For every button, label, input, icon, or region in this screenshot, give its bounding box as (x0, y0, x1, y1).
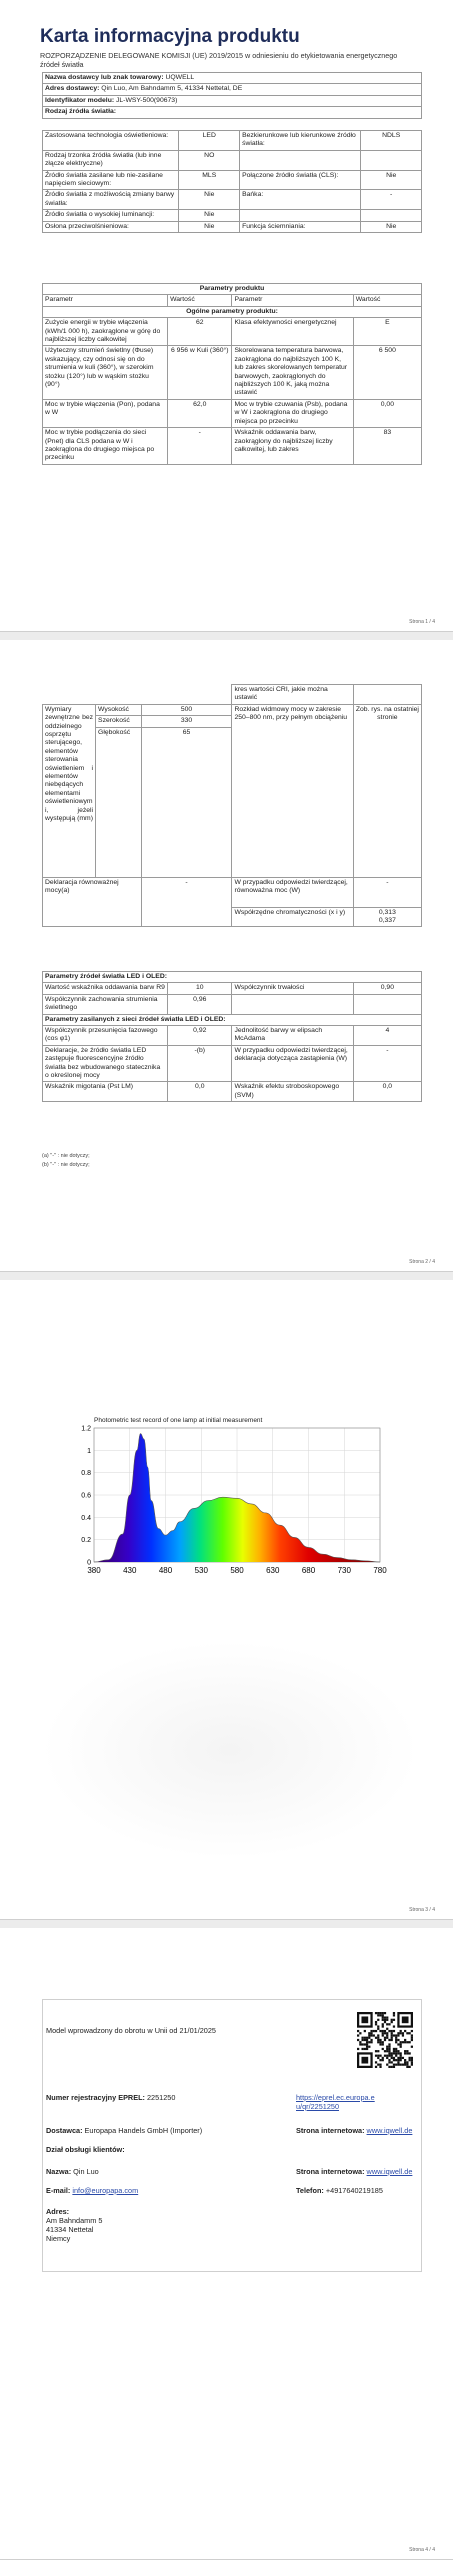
cri-continuation: kres wartości CRI, jakie można ustawić (232, 685, 353, 705)
params-table-cont (42, 684, 422, 927)
web-link[interactable]: www.iqwell.de (366, 2126, 413, 2135)
email-label: E-mail: (46, 2186, 71, 2195)
param-value: Nie (179, 210, 240, 221)
param-value: -(b) (168, 1045, 232, 1082)
table-row (43, 318, 422, 346)
email-link[interactable]: info@europapa.com (72, 2186, 139, 2195)
blurred-region (40, 1640, 420, 1860)
equiv-right-label: W przypadku odpowiedzi twierdzącej, równoważna moc (W) (232, 877, 353, 907)
param-name: Wskaźnik migotania (Pst LM) (43, 1082, 168, 1102)
param-name (240, 210, 361, 221)
y-tick-label: 0.8 (81, 1470, 91, 1478)
page-number: Strona 1 / 4 (409, 619, 435, 625)
x-tick-label: 780 (373, 1566, 387, 1575)
dim-value: 65 (141, 727, 232, 877)
param-name: Skorelowana temperatura barwowa, zaokrąglona do najbliższych 100 K, lub zakres skorelowanych temperatur barwowych, zaokrąglonych do najbliższych 100 K, jaką można ustawić (232, 346, 353, 399)
addr-label: Adres: (46, 2207, 70, 2216)
page-number: Strona 3 / 4 (409, 1907, 435, 1913)
param-value: Nie (361, 170, 422, 190)
eprel-value: 2251250 (147, 2093, 176, 2102)
param-value: LED (179, 131, 240, 151)
param-value: 10 (168, 983, 232, 994)
qr-code-icon (357, 2012, 413, 2068)
param-name: Połączone źródło światła (CLS): (240, 170, 361, 190)
param-value: 0,90 (353, 983, 421, 994)
params-header: Parametry produktu (43, 284, 422, 295)
model-row: Identyfikator modelu: JL-WSY-500(90673) (43, 95, 422, 106)
param-name: Zastosowana technologia oświetleniowa: (43, 131, 179, 151)
table-row (43, 1026, 422, 1046)
equiv-label: Deklaracja równoważnej mocy(a) (43, 877, 142, 927)
param-value: 0,96 (168, 994, 232, 1014)
param-name: W przypadku odpowiedzi twierdzącej, deklaracja dotycząca zastąpienia (W) (232, 1045, 353, 1082)
table-row (43, 346, 422, 399)
dim-value: 500 (141, 704, 232, 715)
col-header: Wartość (353, 295, 421, 306)
param-value (353, 994, 421, 1014)
param-value: 62 (168, 318, 232, 346)
supplier-table (42, 72, 422, 119)
led-table (42, 971, 422, 1102)
equiv-right-value: - (353, 877, 421, 907)
y-axis (81, 1426, 91, 1567)
y-tick-label: 0.4 (81, 1514, 91, 1522)
spectrum-chart-svg (60, 1412, 395, 1582)
page-title: Karta informacyjna produktu (40, 26, 300, 47)
param-value (361, 150, 422, 170)
phone-value: +4917640219185 (325, 2186, 383, 2195)
param-name: Moc w trybie włączenia (Pon), podana w W (43, 399, 168, 427)
param-name: Wartość wskaźnika oddawania barw R9 (43, 983, 168, 994)
param-name (240, 150, 361, 170)
footnote-a: (a) "-" : nie dotyczy; (42, 1153, 90, 1159)
phone-label: Telefon: (296, 2186, 324, 2195)
market-date: Model wprowadzony do obrotu w Unii od 21/01/2025 (46, 2026, 216, 2035)
general-header: Ogólne parametry produktu: (43, 306, 422, 317)
dims-label: Wymiary zewnętrzne bez oddzielnego osprzętu sterującego, elementów sterowania oświetleniem i elementów niebędących elementami oświetleniowymi, jeżeli występują (mm) (43, 704, 96, 877)
dim-name: Głębokość (96, 727, 141, 877)
param-name: Zużycie energii w trybie włączenia (kWh/1 000 h), zaokrąglone w górę do najbliższej liczby całkowitej (43, 318, 168, 346)
type-table (42, 130, 422, 233)
param-value: Nie (179, 190, 240, 210)
y-tick-label: 0.6 (81, 1492, 91, 1500)
supplier-label: Dostawca: (46, 2126, 83, 2135)
spectrum-label: Rozkład widmowy mocy w zakresie 250–800 nm, przy pełnym obciążeniu (232, 704, 353, 877)
param-name: Moc w trybie czuwania (Psb), podana w W i zaokrąglona do drugiego miejsca po przecinku (232, 399, 353, 427)
param-value: - (168, 428, 232, 465)
table-row (43, 1082, 422, 1102)
chroma-y: 0,337 (378, 917, 396, 925)
param-value: 4 (353, 1026, 421, 1046)
param-name: Współczynnik trwałości (232, 983, 353, 994)
param-value: - (361, 190, 422, 210)
param-name: Współczynnik przesunięcia fazowego (cos φ1) (43, 1026, 168, 1046)
param-value: Nie (361, 221, 422, 232)
page-number: Strona 2 / 4 (409, 1259, 435, 1265)
param-value: 0,0 (353, 1082, 421, 1102)
param-value: NDLS (361, 131, 422, 151)
param-name: Wskaźnik efektu stroboskopowego (SVM) (232, 1082, 353, 1102)
param-name: Rodzaj trzonka źródła światła (lub inne złącze elektryczne) (43, 150, 179, 170)
param-name: Jednolitość barwy w elipsach McAdama (232, 1026, 353, 1046)
web2-link[interactable]: www.iqwell.de (366, 2167, 413, 2176)
page-number: Strona 4 / 4 (409, 2547, 435, 2553)
footnote-b: (b) "-" : nie dotyczy; (42, 1162, 90, 1168)
dept-label: Dział obsługi klientów: (46, 2145, 125, 2154)
param-name: Bezkierunkowe lub kierunkowe źródło światła: (240, 131, 361, 151)
param-name: Osłona przeciwolśnieniowa: (43, 221, 179, 232)
y-tick-label: 1 (87, 1447, 91, 1455)
x-tick-label: 630 (266, 1566, 280, 1575)
param-value: 0,92 (168, 1026, 232, 1046)
dim-name: Wysokość (96, 704, 141, 715)
mains-header: Parametry zasilanych z sieci źródeł światła LED i OLED: (43, 1014, 422, 1025)
supplier-row: Nazwa dostawcy lub znak towarowy: UQWELL (43, 73, 422, 84)
param-name: Źródło światła o wysokiej luminancji: (43, 210, 179, 221)
chroma-x: 0,313 (378, 908, 396, 916)
supplier-value: Europapa Handels GmbH (Importer) (84, 2126, 203, 2135)
regulation-text: ROZPORZĄDZENIE DELEGOWANE KOMISJI (UE) 2019/2015 w odniesieniu do etykietowania energetycznego źródeł światła (40, 51, 398, 69)
param-value: Nie (179, 221, 240, 232)
addr-line: 41334 Nettetal (46, 2225, 94, 2234)
param-name: Deklaracje, że źródło światła LED zastępuje fluorescencyjne źródło światła bez wbudowanego statecznika o określonej mocy (43, 1045, 168, 1082)
page-2 (0, 640, 453, 1272)
param-value: 0,00 (353, 399, 421, 427)
param-value: - (353, 1045, 421, 1082)
chroma-label: Współrzędne chromatyczności (x i y) (232, 907, 353, 927)
param-value: 6 500 (353, 346, 421, 399)
address-row: Adres dostawcy: Qin Luo, Am Bahndamm 5, 41334 Nettetal, DE (43, 84, 422, 95)
param-value: MLS (179, 170, 240, 190)
table-row (43, 190, 422, 210)
x-tick-label: 730 (337, 1566, 351, 1575)
param-name (232, 994, 353, 1014)
equiv-value: - (141, 877, 232, 927)
dim-name: Szerokość (96, 716, 141, 727)
x-tick-label: 680 (301, 1566, 316, 1575)
table-row (43, 1045, 422, 1082)
led-header: Parametry źródeł światła LED i OLED: (43, 972, 422, 983)
x-tick-label: 480 (158, 1566, 173, 1575)
param-value: 62,0 (168, 399, 232, 427)
x-tick-label: 430 (123, 1566, 137, 1575)
param-value: 0,0 (168, 1082, 232, 1102)
param-name: Źródło światła z możliwością zmiany barwy światła: (43, 190, 179, 210)
web-label: Strona internetowa: (296, 2126, 365, 2135)
param-name: Użyteczny strumień świetlny (Φuse) wskazujący, czy odnosi się on do strumienia w kuli (360°), w szerokim stożku (120°) lub w wąskim stożku (90°) (43, 346, 168, 399)
y-tick-label: 0 (87, 1559, 91, 1567)
param-value: NO (179, 150, 240, 170)
name-label: Nazwa: (46, 2167, 72, 2176)
spectrum-chart (60, 1412, 395, 1582)
param-value (361, 210, 422, 221)
eprel-label: Numer rejestracyjny EPREL: (46, 2093, 145, 2102)
table-row (43, 983, 422, 994)
table-row (43, 428, 422, 465)
type-header: Rodzaj źródła światła: (43, 107, 422, 118)
param-value: E (353, 318, 421, 346)
col-header: Wartość (168, 295, 232, 306)
x-tick-label: 530 (194, 1566, 208, 1575)
addr-line: Niemcy (46, 2234, 71, 2243)
param-value: 83 (353, 428, 421, 465)
spectrum-value: Zob. rys. na ostatniej stronie (353, 704, 421, 877)
addr-line: Am Bahndamm 5 (46, 2216, 103, 2225)
param-name: Bańka: (240, 190, 361, 210)
x-axis (87, 1566, 387, 1575)
params-table (42, 283, 422, 465)
eprel-link[interactable]: https://eprel.ec.europa.eu/qr/2251250 (296, 2093, 375, 2111)
x-tick-label: 380 (87, 1566, 101, 1575)
col-header: Parametr (43, 295, 168, 306)
y-tick-label: 0.2 (81, 1537, 91, 1545)
col-header: Parametr (232, 295, 353, 306)
table-row (43, 210, 422, 221)
table-row (43, 399, 422, 427)
table-row (43, 994, 422, 1014)
y-tick-label: 1.2 (81, 1425, 91, 1433)
param-name: Współczynnik zachowania strumienia świetlnego (43, 994, 168, 1014)
param-name: Źródło światła zasilane lub nie-zasilane napięciem sieciowym: (43, 170, 179, 190)
table-row (43, 170, 422, 190)
table-row (43, 131, 422, 151)
param-name: Funkcja ściemniania: (240, 221, 361, 232)
page-1 (0, 0, 453, 632)
chart-title: Photometric test record of one lamp at initial measurement (94, 1417, 263, 1424)
dim-value: 330 (141, 716, 232, 727)
param-name: Moc w trybie podłączenia do sieci (Pnet) dla CLS podana w W i zaokrąglona do drugiego miejsca po przecinku (43, 428, 168, 465)
table-row (43, 150, 422, 170)
web2-label: Strona internetowa: (296, 2167, 365, 2176)
x-tick-label: 580 (230, 1566, 244, 1575)
param-name: Klasa efektywności energetycznej (232, 318, 353, 346)
param-name: Wskaźnik oddawania barw, zaokrąglony do najbliższej liczby całkowitej, lub zakres (232, 428, 353, 465)
param-value: 6 956 w Kuli (360°) (168, 346, 232, 399)
name-value: Qin Luo (73, 2167, 99, 2176)
table-row (43, 221, 422, 232)
